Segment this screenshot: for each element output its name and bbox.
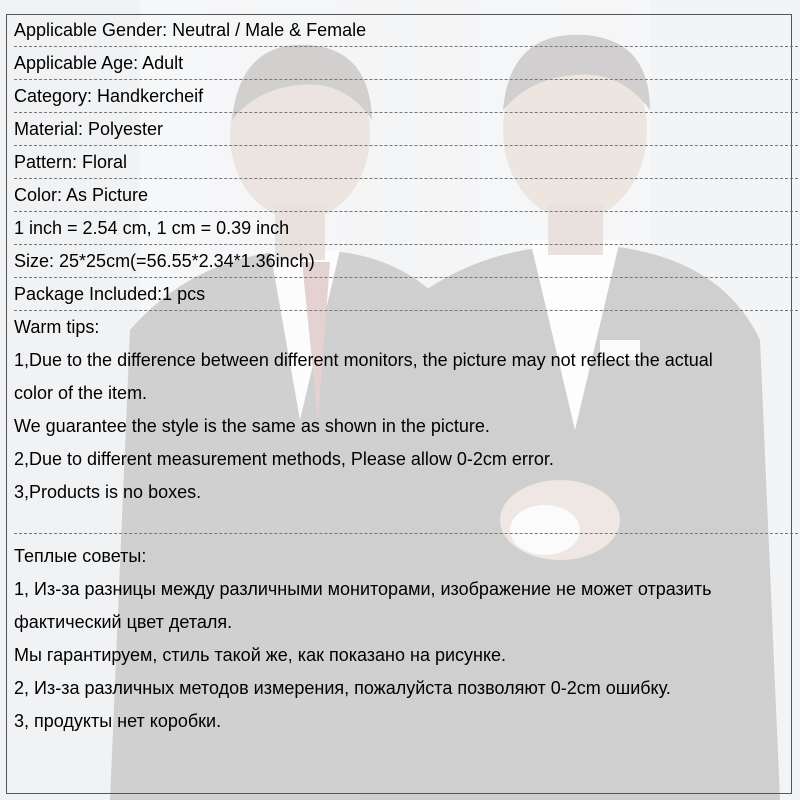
warm-tip-line-ru: 1, Из-за разницы между различными мониторами, изображение не может отразить <box>14 579 712 599</box>
warm-tips-english <box>14 311 798 534</box>
spec-list <box>14 14 798 742</box>
spec-pattern: Pattern: Floral <box>14 146 798 179</box>
warm-tip-line-ru: 3, продукты нет коробки. <box>14 711 222 731</box>
warm-tip-line-ru: Мы гарантируем, стиль такой же, как показано на рисунке. <box>14 645 507 665</box>
warm-tip-line-ru: фактический цвет деталя. <box>14 612 233 632</box>
warm-tips-heading: Warm tips: <box>14 317 100 337</box>
spec-package: Package Included:1 pcs <box>14 278 798 311</box>
spec-gender: Applicable Gender: Neutral / Male & Female <box>14 14 798 47</box>
warm-tip-line: 3,Products is no boxes. <box>14 482 202 502</box>
warm-tip-line: 2,Due to different measurement methods, Please allow 0-2cm error. <box>14 449 554 469</box>
spec-age: Applicable Age: Adult <box>14 47 798 80</box>
warm-tip-line: color of the item. <box>14 383 148 403</box>
spec-color: Color: As Picture <box>14 179 798 212</box>
spec-material: Material: Polyester <box>14 113 798 146</box>
spec-size: Size: 25*25cm(=56.55*2.34*1.36inch) <box>14 245 798 278</box>
spec-category: Category: Handkercheif <box>14 80 798 113</box>
spec-conversion: 1 inch = 2.54 cm, 1 cm = 0.39 inch <box>14 212 798 245</box>
warm-tip-line: 1,Due to the difference between different monitors, the picture may not reflect the actual <box>14 350 713 370</box>
warm-tip-line: We guarantee the style is the same as shown in the picture. <box>14 416 490 436</box>
warm-tip-line-ru: 2, Из-за различных методов измерения, пожалуйста позволяют 0-2cm ошибку. <box>14 678 671 698</box>
warm-tips-russian <box>14 534 798 742</box>
warm-tips-heading-ru: Теплые советы: <box>14 546 147 566</box>
